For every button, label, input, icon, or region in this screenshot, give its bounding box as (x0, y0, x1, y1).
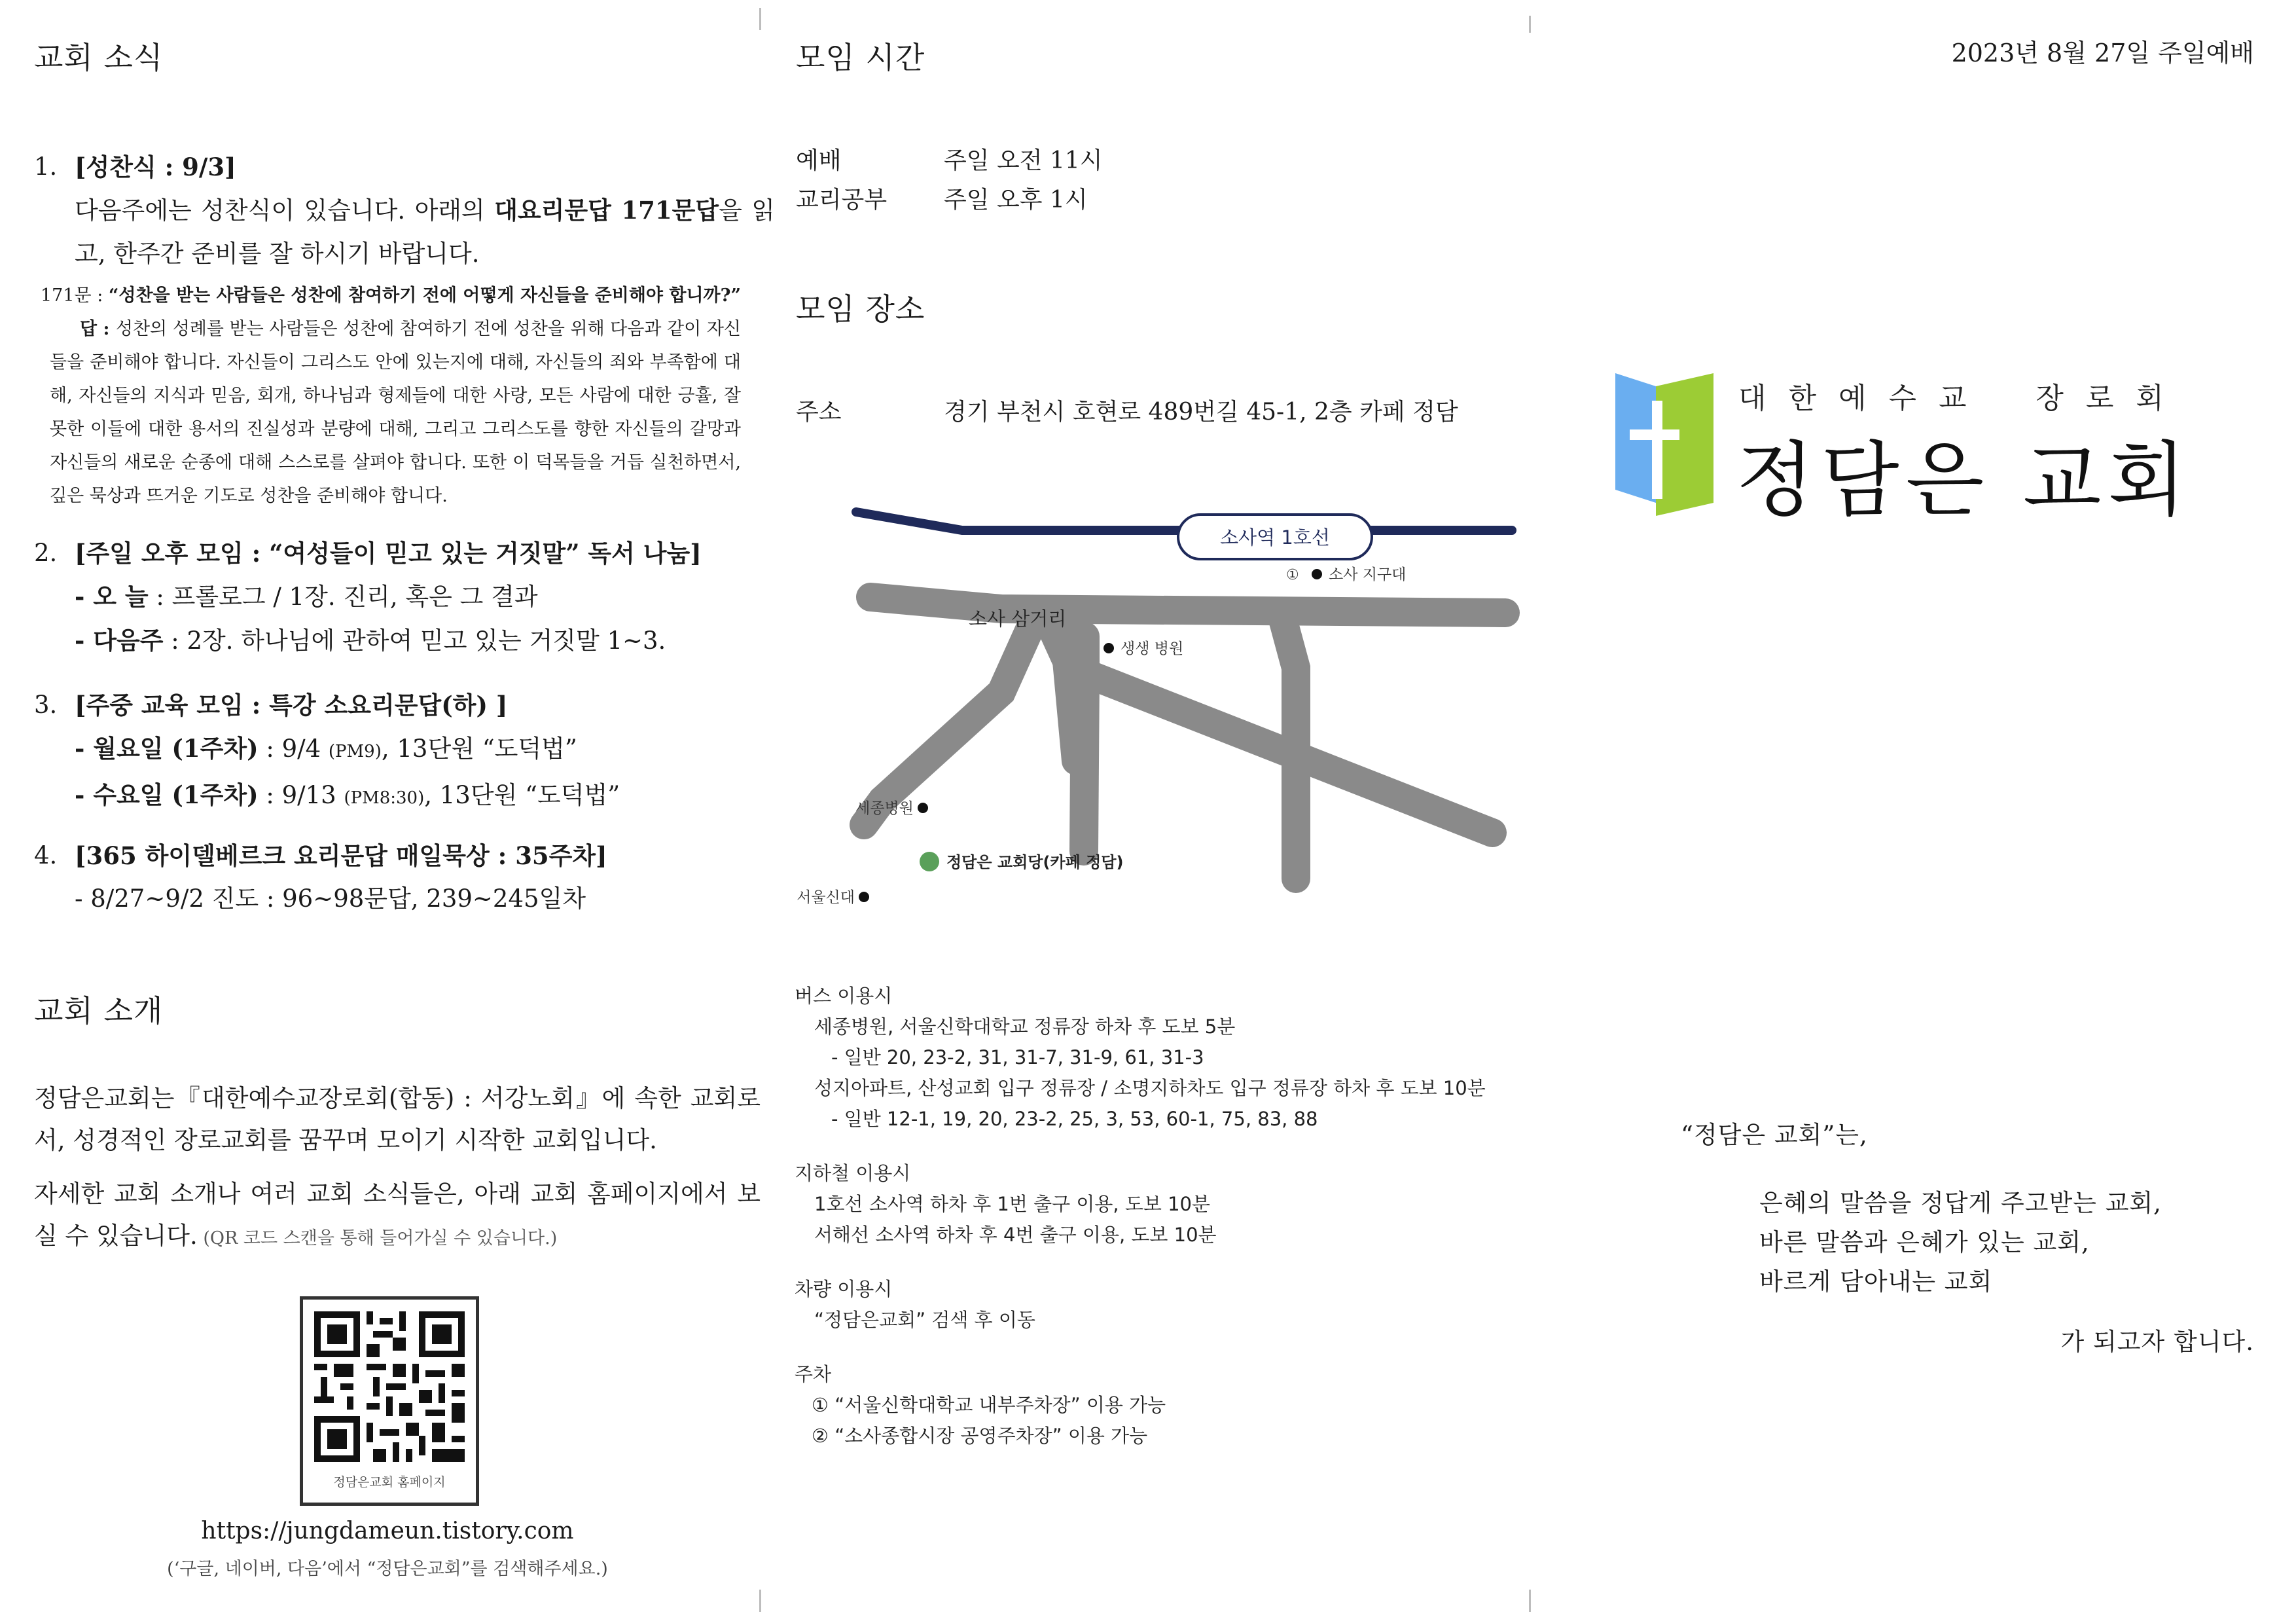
parking-title: 주차 (795, 1363, 832, 1385)
notices-title: 교회 소식 (34, 40, 164, 75)
car-line: “정담은교회” 검색 후 이동 (814, 1309, 1035, 1331)
notice-title: [주일 오후 모임 : “여성들이 믿고 있는 거짓말” 독서 나눔] (75, 539, 702, 568)
notice-line: - 수요일 (1주차) : 9/13 (PM8:30), 13단원 “도덕법” (75, 780, 620, 809)
place-title: 모임 장소 (796, 291, 925, 327)
motto-outro: 가 되고자 합니다. (2060, 1328, 2254, 1356)
car-title: 차량 이용시 (795, 1278, 893, 1300)
police-marker (1312, 569, 1322, 579)
subway-title: 지하철 이용시 (795, 1162, 911, 1184)
parking-line: ① “서울신학대학교 내부주차장” 이용 가능 (812, 1394, 1166, 1416)
logo-denomination: 대 한 예 수 교 장 로 회 (1738, 382, 2170, 415)
notice-text: 다음주에는 성찬식이 있습니다. 아래의 대요리문답 171문답을 읽고, 한주간 준비를 잘 하시기 바랍니다. (75, 196, 775, 268)
search-note: (‘구글, 네이버, 다음’에서 “정담은교회”를 검색해주세요.) (167, 1559, 608, 1579)
motto-line: 은혜의 말씀을 정답게 주고받는 교회, (1759, 1189, 2162, 1217)
bus-line: - 일반 20, 23-2, 31, 31-7, 31-9, 61, 31-3 (831, 1046, 1204, 1068)
catechism-171 (41, 279, 741, 513)
univ-label: 서울신대 (797, 889, 855, 906)
address-value: 경기 부천시 호현로 489번길 45-1, 2층 카페 정담 (944, 399, 1458, 426)
fold-mark (1529, 1590, 1531, 1612)
notice-number: 1. (34, 153, 58, 181)
notice-title: [주중 교육 모임 : 특강 소요리문답(하) ] (75, 691, 508, 720)
notice-title: [성찬식 : 9/3] (75, 153, 236, 181)
notice-line: - 오 늘 : 프롤로그 / 1장. 진리, 혹은 그 결과 (75, 582, 538, 611)
address-label: 주소 (796, 399, 842, 426)
cross-book-icon (1615, 373, 1713, 516)
motto-intro: “정담은 교회”는, (1681, 1121, 1868, 1149)
church-label: 정담은 교회당(카페 정담) (946, 853, 1124, 871)
hospital2-label: 세종병원 (855, 800, 914, 817)
motto-line: 바르게 담아내는 교회 (1759, 1267, 1993, 1296)
notice-title: [365 하이델베르크 요리문답 매일묵상 : 35주차] (75, 841, 607, 870)
bus-line: 세종병원, 서울신학대학교 정류장 하차 후 도보 5분 (814, 1015, 1236, 1038)
road-left-diagonal (882, 619, 1034, 800)
fold-mark (759, 8, 761, 30)
subway-line: 1호선 소사역 하차 후 1번 출구 이용, 도보 10분 (814, 1193, 1210, 1215)
qr-caption: 정담은교회 홈페이지 (333, 1475, 446, 1489)
hospital1-marker (1103, 643, 1114, 653)
notice-line: - 다음주 : 2장. 하나님에 관하여 믿고 있는 거짓말 1~3. (75, 626, 666, 655)
qr-code-frame[interactable] (300, 1296, 479, 1506)
notice-line: - 월요일 (1주차) : 9/4 (PM9), 13단원 “도덕법” (75, 734, 577, 763)
fold-mark (759, 1590, 761, 1612)
exit-number: ① (1286, 567, 1299, 583)
time-value: 주일 오후 1시 (944, 187, 1088, 213)
qr-code-icon (303, 1305, 476, 1468)
station-label: 소사역 1호선 (1220, 526, 1330, 549)
intro-title: 교회 소개 (34, 993, 164, 1029)
address-row (796, 393, 1458, 432)
bus-line: 성지아파트, 산성교회 입구 정류장 / 소명지하차도 입구 정류장 하차 후 도보 10분 (814, 1077, 1486, 1099)
univ-marker (859, 892, 869, 902)
bus-line: - 일반 12-1, 19, 20, 23-2, 25, 3, 53, 60-1, 75, 83, 88 (831, 1108, 1318, 1130)
motto-line: 바른 말씀과 은혜가 있는 교회, (1759, 1228, 2090, 1256)
notice-line: - 8/27~9/2 진도 : 96~98문답, 239~245일차 (75, 884, 586, 913)
transport-info (795, 981, 1515, 1451)
time-value: 주일 오전 11시 (944, 147, 1103, 174)
catechism-question: 171문 : “성찬을 받는 사람들은 성찬에 참여하기 전에 어떻게 자신들을 준비해야 합니까?” (41, 285, 741, 306)
road-main (870, 597, 1505, 613)
time-row-worship (796, 141, 1103, 181)
church-logo-icon (1615, 373, 1713, 516)
time-label: 예배 (796, 147, 842, 174)
fold-mark (1529, 16, 1531, 33)
hospital1-label: 생생 병원 (1121, 640, 1184, 657)
bus-title: 버스 이용시 (795, 985, 893, 1007)
location-map (785, 498, 1532, 910)
time-label: 교리공부 (796, 187, 888, 213)
subway-line: 서해선 소사역 하차 후 4번 출구 이용, 도보 10분 (814, 1224, 1217, 1246)
intro-paragraph-1: 정담은교회는『대한예수교장로회(합동) : 서강노회』에 속한 교회로서, 성경적인 장로교회를 꿈꾸며 모이기 시작한 교회입니다. (34, 1084, 761, 1154)
homepage-url[interactable]: https://jungdameun.tistory.com (201, 1518, 574, 1544)
service-date: 2023년 8월 27일 주일예배 (1951, 39, 2254, 67)
times-title: 모임 시간 (796, 40, 925, 75)
logo-church-name: 정담은 교회 (1736, 433, 2193, 528)
intro-paragraph-2: 자세한 교회 소개나 여러 교회 소식들은, 아래 교회 홈페이지에서 보실 수 있습니다. (QR 코드 스캔을 통해 들어가실 수 있습니다.) (34, 1180, 761, 1250)
road-right (1283, 619, 1296, 879)
parking-line: ② “소사종합시장 공영주차장” 이용 가능 (812, 1425, 1148, 1447)
time-row-catechism (796, 181, 1088, 220)
police-label: 소사 지구대 (1329, 566, 1407, 583)
church-marker (920, 852, 939, 871)
catechism-answer: 답 : 성찬의 성례를 받는 사람들은 성찬에 참여하기 전에 성찬을 위해 다음과 같이 자신들을 준비해야 합니다. 자신들이 그리스도 안에 있는지에 대해, 자신들의 죄와 부족함에 대해, 자신들의 지식과 믿음, 회개, 하나님과 형제들에 대한 사랑, 모든 사람에 대한 긍휼, 잘못한 이들에 대한 용서의 진실성과 분량에 대해, 그리고 그리스도를 향한 자신들의 갈망과 자신들의 새로운 순종에 대해 스스로를 살펴야 합니다. 또한 이 덕목들을 거듭 실천하면서, 깊은 묵상과 뜨거운 기도로 성찬을 준비해야 합니다. (50, 319, 741, 506)
junction-label: 소사 삼거리 (969, 608, 1067, 630)
hospital2-marker (918, 803, 928, 813)
